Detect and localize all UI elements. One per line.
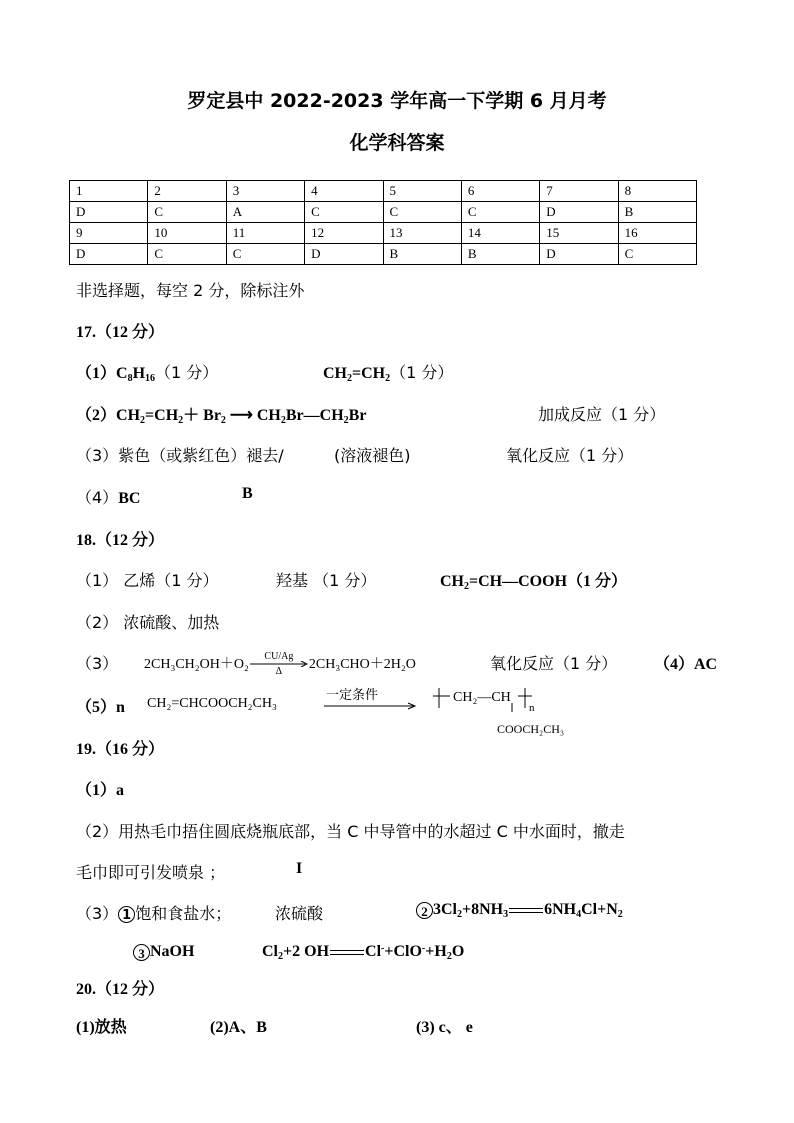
q19-header: 19.（16 分）	[76, 741, 165, 758]
subscript: 3	[503, 909, 509, 920]
formula-part: =CH—COOH（1 分）	[469, 573, 628, 590]
arrow-condition-bottom: Δ	[275, 665, 283, 677]
q18-p5-polymer-chain: CH₂—CH	[453, 690, 511, 705]
q19-p3-answer-1b: 浓硫酸	[275, 904, 324, 923]
circled-number-1: 1	[118, 906, 135, 923]
question-number-cell: 6	[461, 181, 539, 202]
q17-part2	[76, 402, 366, 425]
formula-part: =CH	[352, 365, 386, 382]
subscript: 2	[464, 581, 469, 592]
q18-p5-label: （5）n	[76, 699, 125, 716]
q18-p3-label: （3）	[76, 654, 119, 673]
question-number-cell: 2	[148, 181, 226, 202]
formula-part: C	[116, 365, 128, 382]
q17-header: 17.（12 分）	[76, 324, 165, 341]
q17-p1-formula	[116, 365, 155, 382]
q19-part2-line2: 毛巾即可引发喷泉 ；	[76, 863, 226, 882]
q17-p4-label: （4）	[76, 488, 119, 507]
answer-cell: D	[540, 244, 618, 265]
formula-part: +H	[425, 943, 447, 960]
question-number-cell: 11	[226, 223, 304, 244]
points: （1 分）	[390, 363, 454, 382]
answer-cell: B	[461, 244, 539, 265]
q19-p3-answer-3b	[262, 943, 464, 961]
q17-p1-answer-b	[323, 360, 453, 383]
q18-p3-equation	[144, 650, 416, 677]
formula-part: =CH	[145, 407, 179, 424]
answer-cell: D	[70, 202, 148, 223]
q19-part1: （1）a	[76, 782, 125, 799]
q17-p4-answer-b: B	[242, 485, 253, 502]
subscript: 2	[617, 909, 623, 920]
q20-header: 20.（12 分）	[76, 981, 165, 998]
formula-part: H	[132, 365, 146, 382]
q17-p2-label: （2）	[76, 407, 117, 424]
q20-part2: (2)A、B	[210, 1019, 267, 1036]
q17-p3-answer-a: 紫色（或紫红色）褪去/	[118, 446, 284, 465]
q19-p3-answer-1a: 饱和食盐水；	[135, 904, 232, 923]
equals-sign	[509, 908, 543, 913]
q19-p2-answer: I	[296, 860, 303, 877]
answer-cell: B	[618, 202, 696, 223]
formula-part: Cl	[262, 943, 278, 960]
equation-left: 2CH₃CH₂OH＋O₂	[144, 657, 249, 672]
question-number-cell: 1	[70, 181, 148, 202]
answer-cell: C	[618, 244, 696, 265]
q18-p2-answer: 浓硫酸、加热	[123, 613, 220, 632]
subscript: 2	[446, 951, 452, 962]
q17-p2-type: 加成反应（1 分）	[538, 405, 666, 424]
circled-number-3: 3	[133, 944, 150, 961]
answer-cell: A	[226, 202, 304, 223]
question-number-cell: 13	[383, 223, 461, 244]
table-row	[70, 202, 697, 223]
q17-p1-points: （1 分）	[155, 363, 219, 382]
q20-part3: (3) c、 e	[416, 1019, 473, 1036]
question-number-cell: 9	[70, 223, 148, 244]
formula-part: CH	[323, 365, 347, 382]
formula-part: Cl	[365, 943, 382, 960]
formula-part: NaOH	[150, 943, 195, 960]
q17-p1-label: （1）	[76, 365, 117, 382]
question-number-cell: 16	[618, 223, 696, 244]
table-row	[70, 244, 697, 265]
answer-cell: C	[148, 244, 226, 265]
q19-part2-line1: （2）用热毛巾捂住圆底烧瓶底部，当 C 中导管中的水超过 C 中水面时，撤走	[76, 822, 625, 841]
q17-p3-label: （3）	[76, 446, 119, 465]
q20-part1: (1)放热	[76, 1019, 127, 1036]
q17-p4-answer-a: BC	[118, 490, 141, 507]
q18-p5-condition: 一定条件	[326, 688, 379, 703]
equation-right: 2CH₃CHO＋2H₂O	[308, 657, 416, 672]
q17-p3-type: 氧化反应（1 分）	[506, 446, 634, 465]
table-row	[70, 223, 697, 244]
q19-p3-answer-2	[416, 901, 623, 919]
q17-part1	[76, 360, 218, 383]
q18-p5-polymer-side: COOCH₂CH₃	[497, 722, 565, 736]
q19-p3-answer-3a	[133, 943, 194, 961]
answer-cell: B	[383, 244, 461, 265]
q18-p3-type: 氧化反应（1 分）	[490, 654, 618, 673]
subscript: 2	[220, 415, 226, 426]
superscript: -	[381, 943, 385, 954]
subscript: 2	[457, 909, 462, 920]
subscript: 2	[178, 415, 184, 426]
formula-part: 3Cl	[433, 901, 457, 918]
subscript: 2	[347, 373, 352, 384]
subscript: 4	[576, 909, 582, 920]
formula-part: CH	[440, 573, 464, 590]
subscript: 2	[278, 951, 283, 962]
answer-cell: D	[70, 244, 148, 265]
subscript: 2	[385, 373, 391, 384]
question-number-cell: 15	[540, 223, 618, 244]
subscript: 2	[343, 415, 349, 426]
q18-part1	[76, 568, 219, 591]
q17-p3-answer-b: (溶液褪色)	[334, 446, 411, 465]
formula-part: Cl+N	[581, 901, 618, 918]
q18-p5-polymer-n: n	[529, 702, 535, 714]
reaction-arrow-icon	[322, 701, 422, 711]
formula-part: +8NH	[462, 901, 504, 918]
question-number-cell: 12	[305, 223, 383, 244]
question-number-cell: 3	[226, 181, 304, 202]
formula-part: +2 OH	[283, 943, 330, 960]
q18-part4: （4）AC	[654, 656, 718, 673]
q18-part2	[76, 610, 219, 633]
subscript: 2	[140, 415, 146, 426]
formula-part: 6NH	[544, 901, 577, 918]
page-title: 罗定县中 2022-2023 学年高一下学期 6 月月考	[187, 90, 607, 112]
q18-p1-answer-b: 羟基 （1 分）	[276, 571, 377, 590]
formula-part: O	[451, 943, 465, 960]
q17-part3	[76, 443, 284, 466]
formula-part: CH	[116, 407, 141, 424]
question-number-cell: 14	[461, 223, 539, 244]
subscript: 8	[127, 373, 133, 384]
formula-part: ＋ Br	[183, 407, 221, 424]
question-number-cell: 10	[148, 223, 226, 244]
answer-cell: C	[305, 202, 383, 223]
formula-part: Br—CH	[285, 407, 344, 424]
q18-p1-answer-c	[440, 568, 627, 591]
answer-cell: C	[148, 202, 226, 223]
question-number-cell: 5	[383, 181, 461, 202]
subscript: 16	[145, 373, 156, 384]
circled-number-2: 2	[416, 902, 433, 919]
q18-p2-label: （2）	[76, 613, 119, 632]
answer-cell: C	[461, 202, 539, 223]
q18-p5-monomer: CH₂=CHCOOCH₂CH₃	[147, 696, 277, 711]
condition-arrow	[249, 650, 309, 677]
q18-header: 18.（12 分）	[76, 532, 165, 549]
answer-cell: C	[226, 244, 304, 265]
q18-p1-answer-a: 乙烯（1 分）	[123, 571, 219, 590]
answer-table	[69, 180, 697, 265]
page-subtitle: 化学科答案	[349, 132, 445, 154]
scoring-note: 非选择题，每空 2 分，除标注外	[76, 281, 305, 300]
subscript: 2	[280, 415, 286, 426]
question-number-cell: 4	[305, 181, 383, 202]
answer-cell: D	[305, 244, 383, 265]
answer-cell: D	[540, 202, 618, 223]
answer-cell: C	[383, 202, 461, 223]
q19-part3	[76, 901, 231, 924]
question-number-cell: 8	[618, 181, 696, 202]
arrow-condition-top: CU/Ag	[264, 650, 294, 662]
q19-p3-label: （3）	[76, 904, 119, 923]
table-row	[70, 181, 697, 202]
formula-part: Br	[348, 407, 367, 424]
formula-part: ⟶ CH	[225, 407, 281, 424]
q17-part4	[76, 485, 140, 508]
formula-part: +ClO	[384, 943, 422, 960]
superscript: -	[421, 943, 426, 954]
question-number-cell: 7	[540, 181, 618, 202]
q18-p1-label: （1）	[76, 571, 119, 590]
equals-sign	[330, 950, 364, 955]
